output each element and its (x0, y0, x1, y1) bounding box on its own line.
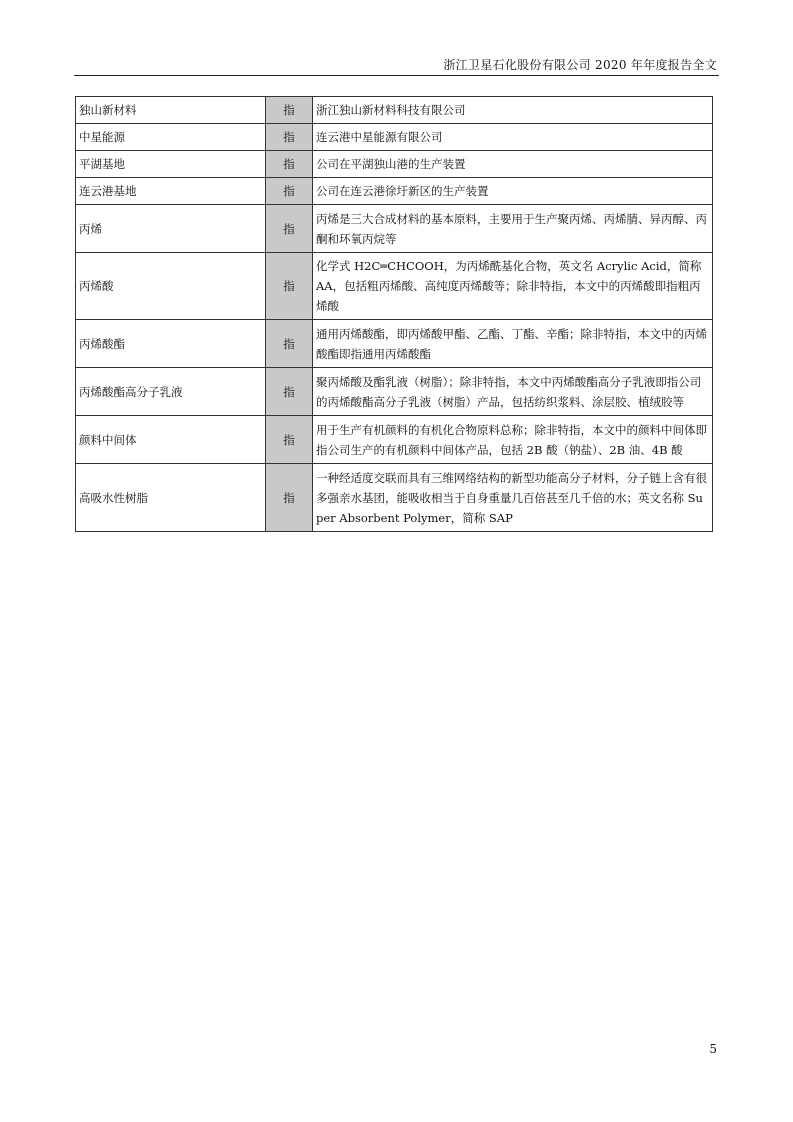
report-header-title: 浙江卫星石化股份有限公司 2020 年年度报告全文 (443, 58, 717, 72)
definition-cell: 连云港中星能源有限公司 (313, 124, 713, 151)
term-cell: 独山新材料 (76, 97, 266, 124)
table-row (76, 205, 713, 253)
table-row (76, 178, 713, 205)
definition-cell: 通用丙烯酸酯，即丙烯酸甲酯、乙酯、丁酯、辛酯；除非特指，本文中的丙烯酸酯即指通用丙烯酸酯 (313, 320, 713, 368)
separator-cell: 指 (266, 205, 313, 253)
separator-cell: 指 (266, 97, 313, 124)
separator-cell: 指 (266, 320, 313, 368)
page-number: 5 (709, 1042, 717, 1056)
term-cell: 中星能源 (76, 124, 266, 151)
definition-cell: 一种经适度交联而具有三维网络结构的新型功能高分子材料，分子链上含有很多强亲水基团，能吸收相当于自身重量几百倍甚至几千倍的水；英文名称 Super Absorbent Polymer，简称 SAP (313, 464, 713, 532)
table-row (76, 416, 713, 464)
separator-cell: 指 (266, 178, 313, 205)
separator-cell: 指 (266, 416, 313, 464)
separator-cell: 指 (266, 464, 313, 532)
glossary-table (75, 96, 713, 532)
definition-cell: 用于生产有机颜料的有机化合物原料总称；除非特指，本文中的颜料中间体即指公司生产的有机颜料中间体产品，包括 2B 酸（钠盐）、2B 油、4B 酸 (313, 416, 713, 464)
definition-cell: 聚丙烯酸及酯乳液（树脂）；除非特指，本文中丙烯酸酯高分子乳液即指公司的丙烯酸酯高分子乳液（树脂）产品，包括纺织浆料、涂层胶、植绒胶等 (313, 368, 713, 416)
table-row (76, 320, 713, 368)
term-cell: 丙烯 (76, 205, 266, 253)
definition-cell: 丙烯是三大合成材料的基本原料，主要用于生产聚丙烯、丙烯腈、异丙醇、丙酮和环氧丙烷等 (313, 205, 713, 253)
term-cell: 高吸水性树脂 (76, 464, 266, 532)
table-row (76, 124, 713, 151)
table-row (76, 253, 713, 320)
term-cell: 平湖基地 (76, 151, 266, 178)
table-row (76, 97, 713, 124)
table-row (76, 464, 713, 532)
definition-cell: 公司在连云港徐圩新区的生产装置 (313, 178, 713, 205)
definition-cell: 浙江独山新材料科技有限公司 (313, 97, 713, 124)
separator-cell: 指 (266, 253, 313, 320)
table-row (76, 151, 713, 178)
table-row (76, 368, 713, 416)
term-cell: 丙烯酸酯 (76, 320, 266, 368)
separator-cell: 指 (266, 368, 313, 416)
separator-cell: 指 (266, 124, 313, 151)
term-cell: 颜料中间体 (76, 416, 266, 464)
term-cell: 丙烯酸酯高分子乳液 (76, 368, 266, 416)
term-cell: 丙烯酸 (76, 253, 266, 320)
definition-cell: 公司在平湖独山港的生产装置 (313, 151, 713, 178)
header-divider (74, 75, 719, 76)
definition-cell: 化学式 H2C═CHCOOH，为丙烯酰基化合物，英文名 Acrylic Acid，简称 AA，包括粗丙烯酸、高纯度丙烯酸等；除非特指，本文中的丙烯酸即指粗丙烯酸 (313, 253, 713, 320)
term-cell: 连云港基地 (76, 178, 266, 205)
separator-cell: 指 (266, 151, 313, 178)
